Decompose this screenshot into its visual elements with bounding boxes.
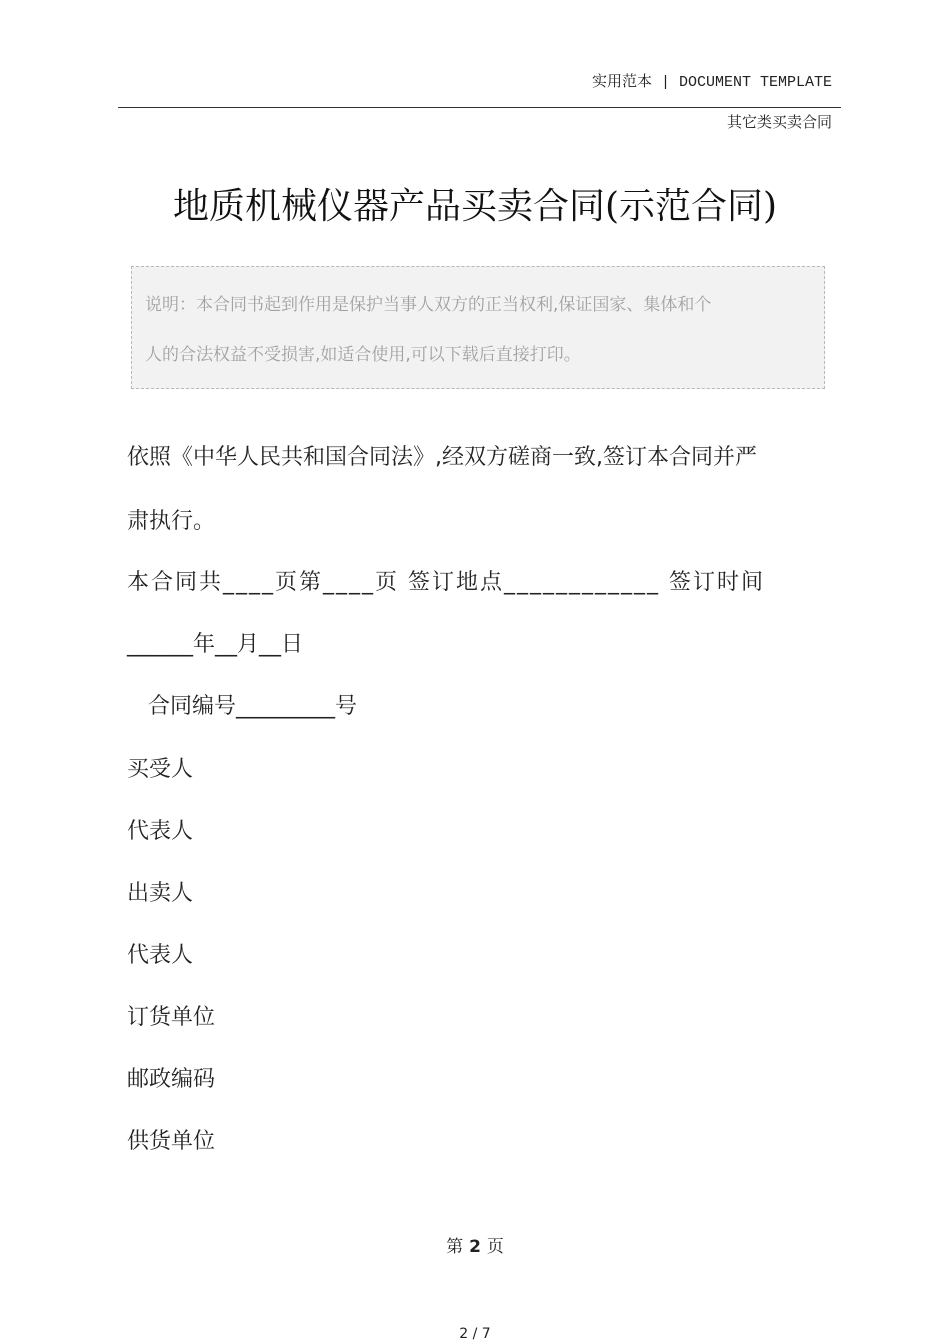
intro-line: 肃执行。	[127, 509, 216, 534]
field-postal-code: 邮政编码	[127, 1067, 216, 1092]
page-count: 2 / 7	[459, 1326, 491, 1342]
header-divider	[118, 107, 841, 108]
field-seller: 出卖人	[127, 881, 194, 906]
field-buyer: 买受人	[127, 757, 194, 782]
field-supplier-unit: 供货单位	[127, 1129, 216, 1154]
field-buyer-representative: 代表人	[127, 819, 194, 844]
page-number-value: 2	[469, 1237, 481, 1257]
info-line: ______年__月__日	[127, 632, 304, 657]
contract-number: 合同编号_________号	[127, 694, 357, 719]
header-category: 其它类买卖合同	[726, 113, 832, 131]
field-seller-representative: 代表人	[127, 943, 194, 968]
header-label-text: 实用范本 | DOCUMENT TEMPLATE	[591, 74, 832, 91]
field-ordering-unit: 订货单位	[127, 1005, 216, 1030]
note-box	[131, 266, 825, 389]
intro-line: 依照《中华人民共和国合同法》,经双方磋商一致,签订本合同并严	[127, 445, 757, 470]
page-suffix: 页	[486, 1237, 504, 1257]
header-label	[592, 70, 832, 91]
info-line: 本合同共____页第____页 签订地点____________ 签订时间	[127, 570, 765, 595]
note-line: 说明：本合同书起到作用是保护当事人双方的正当权利,保证国家、集体和个	[145, 295, 712, 315]
document-title: 地质机械仪器产品买卖合同(示范合同)	[172, 186, 778, 227]
note-line: 人的合法权益不受损害,如适合使用,可以下载后直接打印。	[145, 345, 581, 365]
page-number	[0, 1232, 950, 1257]
page-prefix: 第	[446, 1237, 464, 1257]
